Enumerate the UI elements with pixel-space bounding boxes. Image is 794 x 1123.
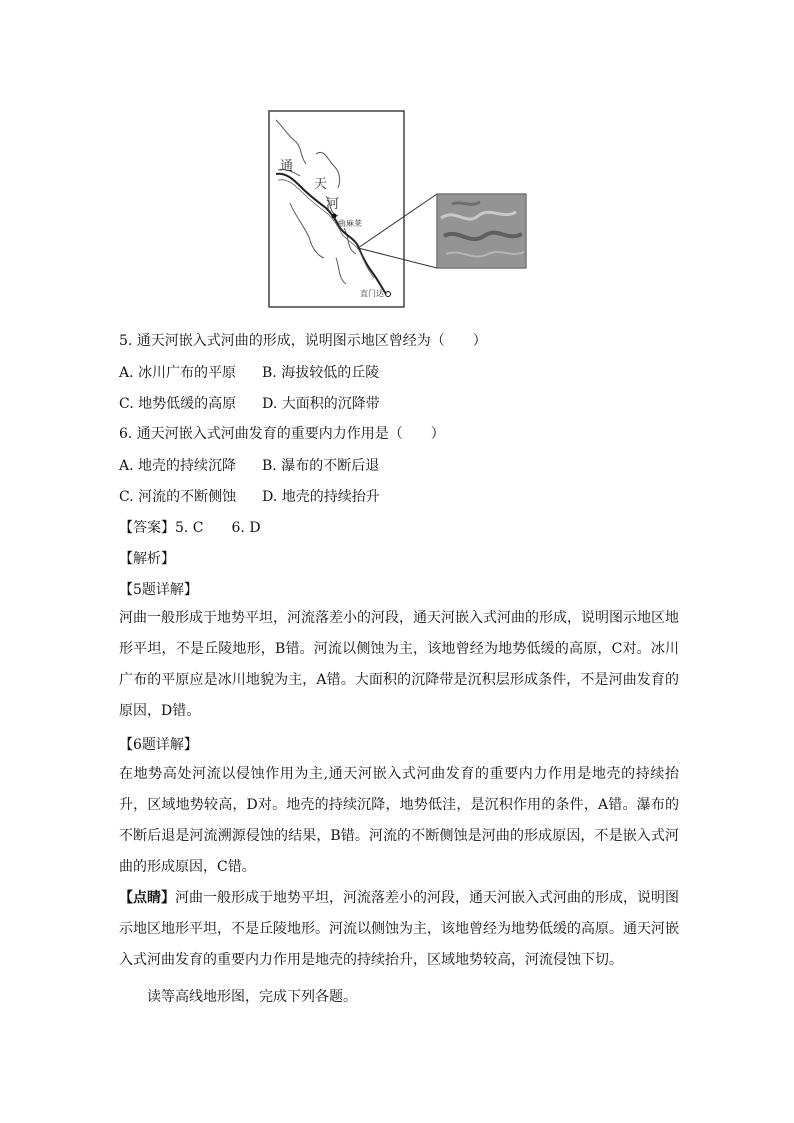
map-label-tong: 通	[280, 159, 294, 174]
map-label-qumalai: 曲麻莱	[338, 219, 362, 228]
detail-6-heading: 【6题详解】	[119, 737, 198, 753]
question-6-options-row-1	[119, 456, 379, 476]
q6-option-a: A. 地壳的持续沉降	[119, 458, 237, 474]
dianjing-label: 【点睛】	[119, 890, 175, 906]
map-label-tian: 天	[314, 177, 328, 192]
meander-photo	[437, 194, 526, 268]
dianjing-paragraph	[119, 883, 679, 976]
question-6-stem: 6. 通天河嵌入式河曲发育的重要内力作用是（ ）	[119, 426, 445, 442]
qumalai-marker	[332, 214, 337, 219]
river-map-figure	[266, 108, 530, 310]
answer-line: 【答案】5. C 6. D	[119, 520, 261, 536]
question-5-stem: 5. 通天河嵌入式河曲的形成，说明图示地区曾经为（ ）	[119, 333, 487, 349]
detail-5-text: 河曲一般形成于地势平坦，河流落差小的河段，通天河嵌入式河曲的形成，说明图示地区地形平坦，不是丘陵地形，B错。河流以侧蚀为主，该地曾经为地势低缓的高原，C对。冰川广布的平原应是冰川地貌为主，A错。大面积的沉降带是沉积层形成条件，不是河曲发育的原因，D错。	[119, 610, 679, 719]
next-section-intro: 读等高线地形图，完成下列各题。	[147, 989, 357, 1005]
q6-option-c: C. 河流的不断侧蚀	[119, 489, 237, 505]
question-6-options-row-2	[119, 487, 380, 507]
detail-5-heading: 【5题详解】	[119, 582, 198, 598]
q6-option-d: D. 地壳的持续抬升	[262, 489, 380, 505]
detail-6-text: 在地势高处河流以侵蚀作用为主,通天河嵌入式河曲发育的重要内力作用是地壳的持续抬升，区域地势较高，D对。地壳的持续沉降，地势低洼，是沉积作用的条件，A错。瀑布的不断后退是河流溯源侵蚀的结果，B错。河流的不断侧蚀是河曲的形成原因，不是嵌入式河曲的形成原因，C错。	[119, 766, 679, 875]
map-label-zhimenda: 直门达	[360, 289, 384, 298]
q5-option-b: B. 海拔较低的丘陵	[262, 365, 380, 381]
map-label-he: 河	[326, 197, 340, 212]
question-5-options-row-1	[119, 363, 379, 383]
dianjing-text: 河曲一般形成于地势平坦，河流落差小的河段，通天河嵌入式河曲的形成，说明图示地区地形平坦，不是丘陵地形。河流以侧蚀为主，该地曾经为地势低缓的高原。通天河嵌入式河曲发育的重要内力作用是地壳的持续抬升，区域地势较高，河流侵蚀下切。	[119, 890, 679, 968]
q5-option-a: A. 冰川广布的平原	[119, 365, 237, 381]
q5-option-c: C. 地势低缓的高原	[119, 396, 237, 412]
q6-option-b: B. 瀑布的不断后退	[262, 458, 380, 474]
analysis-heading: 【解析】	[119, 551, 175, 567]
q5-option-d: D. 大面积的沉降带	[262, 396, 380, 412]
question-5-options-row-2	[119, 394, 380, 414]
